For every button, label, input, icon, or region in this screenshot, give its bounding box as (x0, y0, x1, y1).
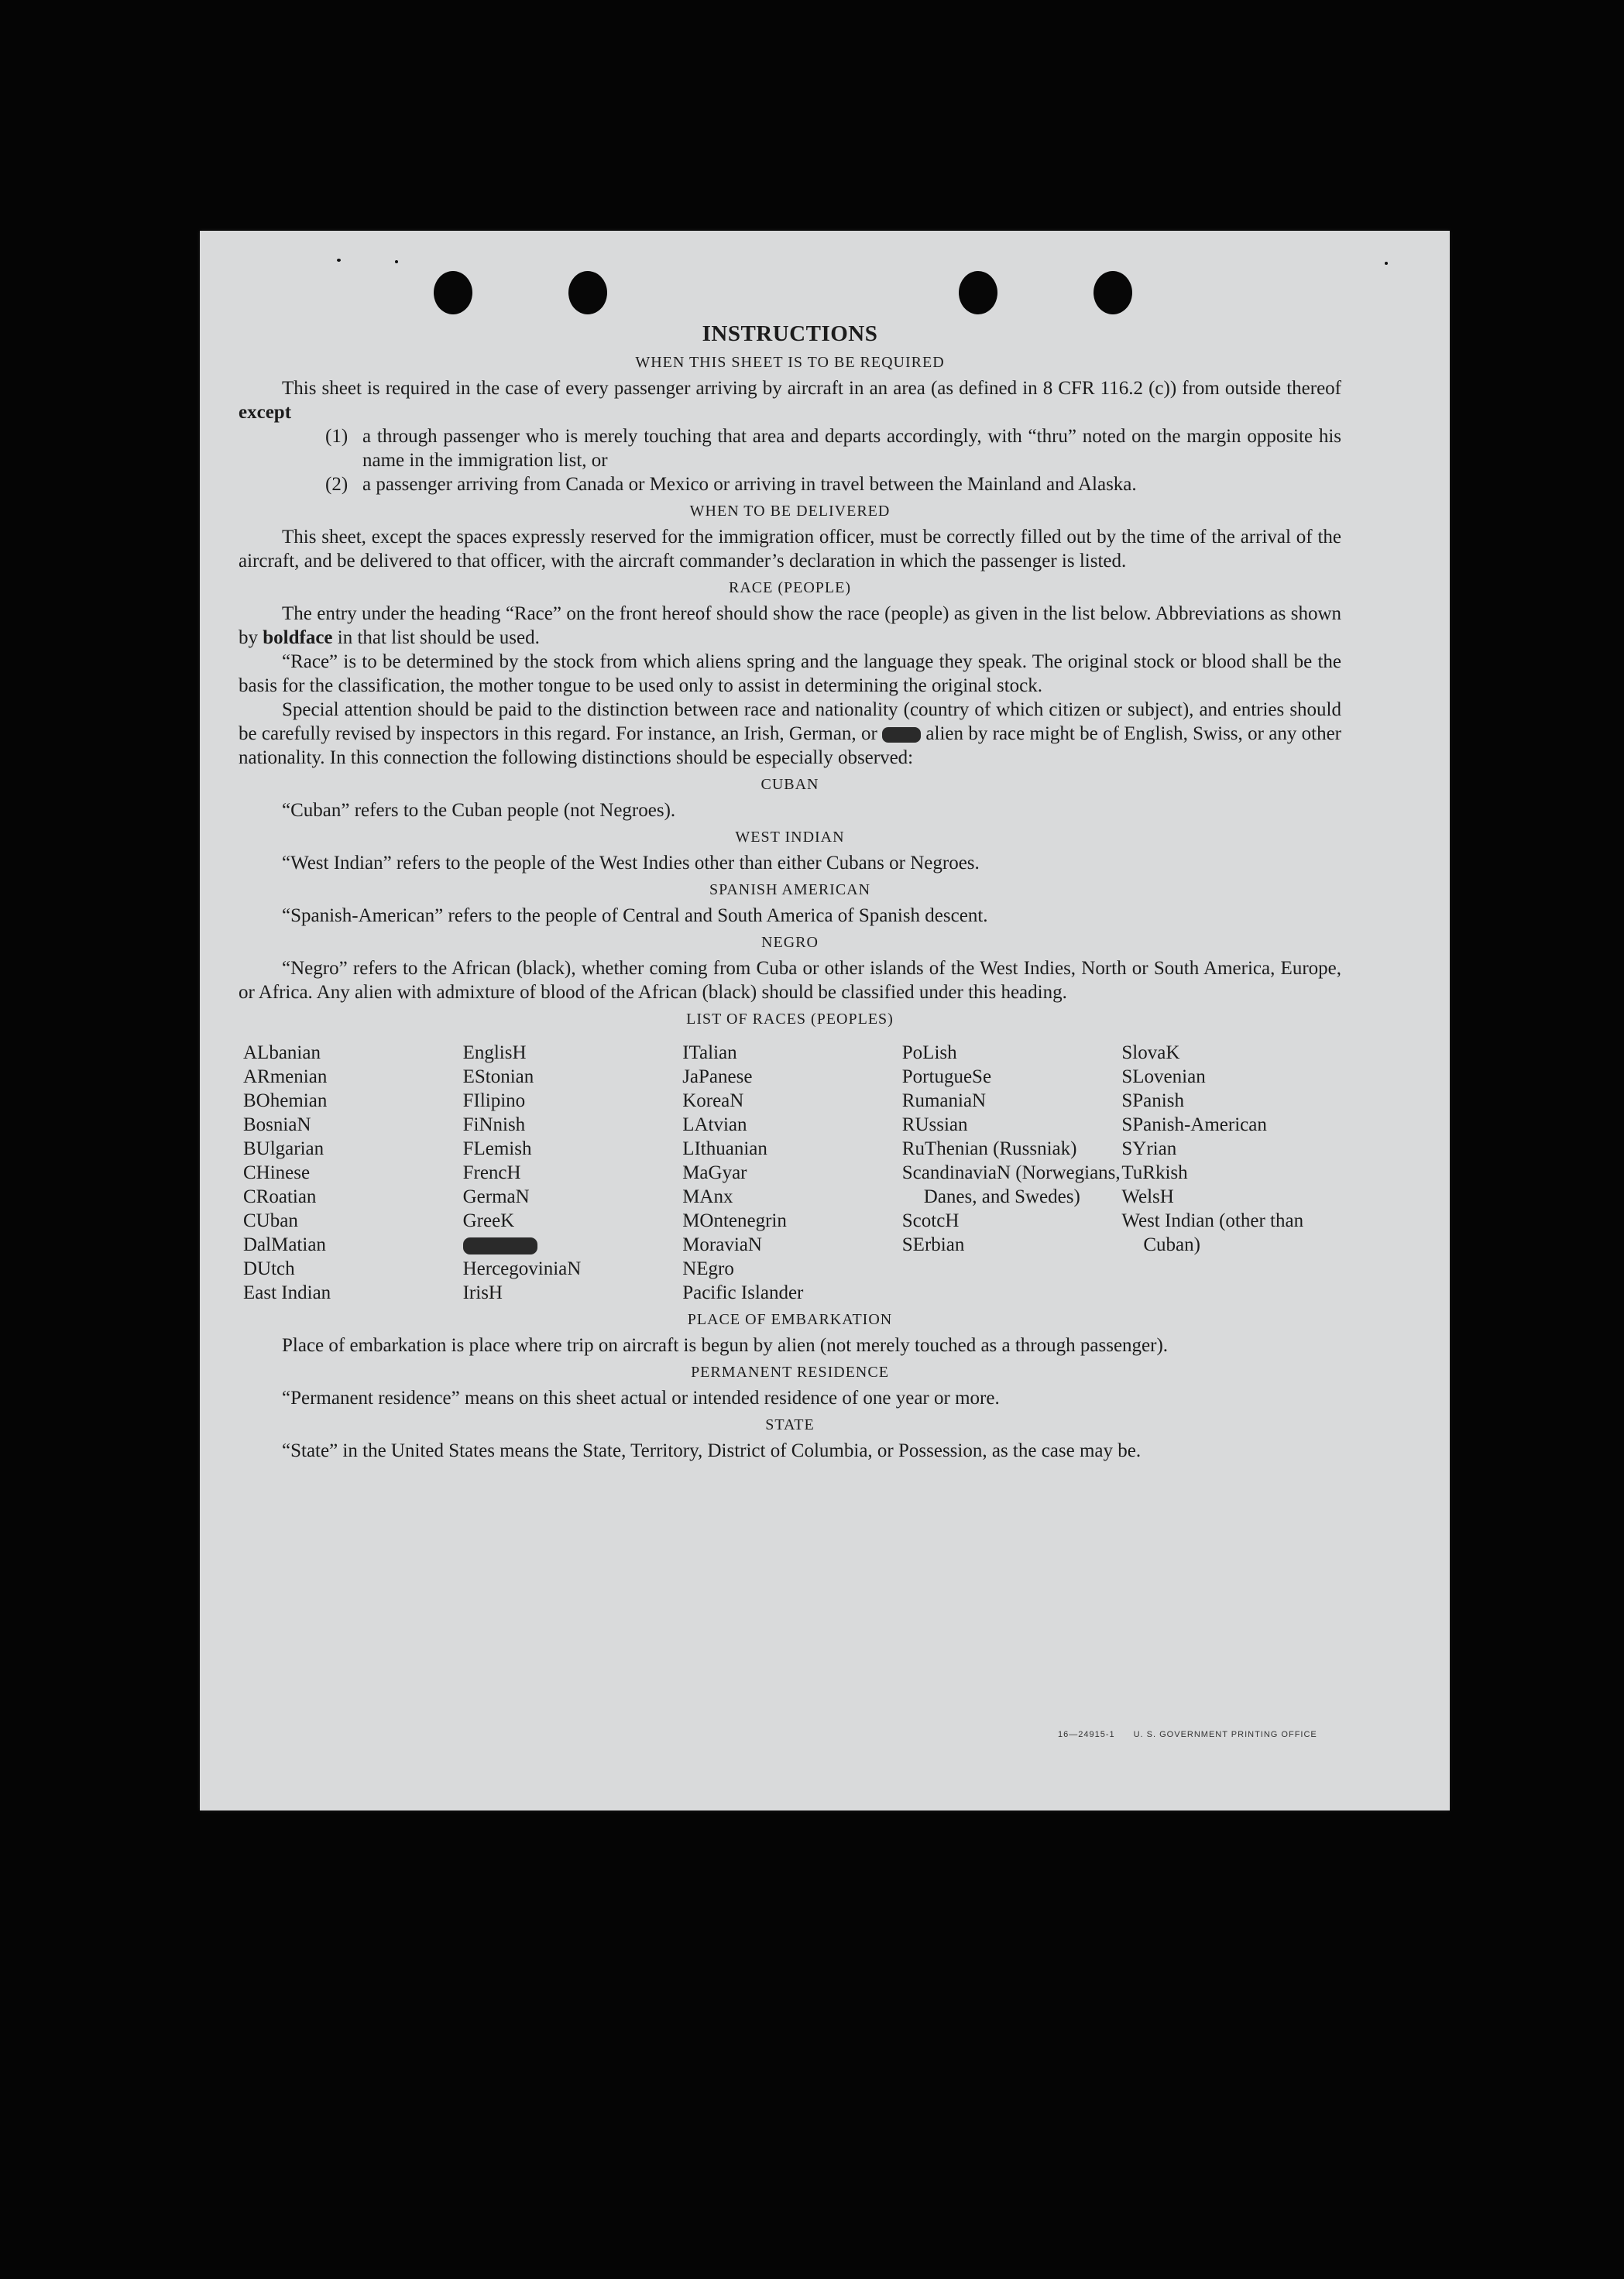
race-entry: MaGyar (682, 1162, 747, 1183)
race-entry: FIlipino (462, 1090, 526, 1111)
delivered-text: This sheet, except the spaces expressly reserved for the immigration officer, must be correctly filled out by the time of the arrival of the aircraft, and be delivered to that officer, with the aircraft commander’s declaration in which the passenger is listed. (239, 527, 1341, 571)
race-entry: ScandinaviaN (Norwegians, Danes, and Swedes) (901, 1162, 1121, 1207)
race-entry: TuRkish (1121, 1162, 1188, 1183)
paper-speck (1385, 262, 1388, 265)
race-entry: GermaN (462, 1186, 530, 1207)
cuban-text: “Cuban” refers to the Cuban people (not Negroes). (282, 800, 676, 821)
negro-text: “Negro” refers to the African (black), whether coming from Cuba or other islands of the West Indies, North or South America, Europe, or Africa. Any alien with admixture of blood of the African (black) should be classified under this heading. (239, 958, 1341, 1003)
punch-hole (568, 271, 607, 314)
race-entry: FiNnish (462, 1114, 526, 1135)
race-entry: ALbanian (243, 1042, 321, 1063)
race-column (902, 1041, 1122, 1305)
race-entry: EnglisH (462, 1042, 527, 1063)
race-list (243, 1041, 1341, 1305)
race-entry: RumaniaN (901, 1090, 987, 1111)
instruction-sheet (200, 231, 1450, 1811)
spanish-american-text: “Spanish-American” refers to the people of Central and South America of Spanish descent. (282, 905, 988, 926)
race-entry: BUlgarian (243, 1138, 324, 1159)
race-entry-redacted (463, 1233, 683, 1257)
paper-speck (395, 260, 398, 263)
race-entry: LAtvian (682, 1114, 747, 1135)
section-heading-spanish-american: SPANISH AMERICAN (709, 881, 871, 898)
race-entry: MoraviaN (682, 1234, 762, 1255)
section-heading-cuban: CUBAN (760, 776, 819, 793)
race-entry: WelsH (1121, 1186, 1174, 1207)
embarkation-text: Place of embarkation is place where trip on aircraft is begun by alien (not merely touched as a through passenger). (282, 1335, 1169, 1356)
race-entry: PoLish (901, 1042, 957, 1063)
redaction-mark (882, 727, 921, 743)
list-item: (1) a through passenger who is merely touching that area and departs accordingly, with “thru” noted on the margin opposite his name in the immigration list, or (325, 426, 1341, 471)
race-entry: SlovaK (1121, 1042, 1180, 1063)
race-entry: ITalian (682, 1042, 737, 1063)
section-heading-negro: NEGRO (761, 934, 819, 951)
punch-hole (1094, 271, 1132, 314)
race-column (243, 1041, 463, 1305)
race-entry: SPanish (1121, 1090, 1184, 1111)
race-entry: Pacific Islander (682, 1282, 804, 1303)
race-entry: HercegoviniaN (462, 1258, 582, 1279)
redaction-mark (463, 1237, 537, 1254)
section-heading-race-list: LIST OF RACES (PEOPLES) (686, 1011, 894, 1028)
race-entry: CRoatian (243, 1186, 317, 1207)
race-entry: KoreaN (682, 1090, 744, 1111)
race-entry: LIthuanian (682, 1138, 767, 1159)
race-entry: CUban (243, 1210, 298, 1231)
race-entry: ScotcH (901, 1210, 960, 1231)
section-heading-residence: PERMANENT RESIDENCE (691, 1364, 889, 1381)
race-entry: RuThenian (Russniak) (901, 1138, 1077, 1159)
race-entry: CHinese (243, 1162, 311, 1183)
race-entry: JaPanese (682, 1066, 753, 1087)
race-entry: GreeK (462, 1210, 515, 1231)
race-paragraph-2: “Race” is to be determined by the stock from which aliens spring and the language they speak. The original stock or blood shall be the basis for the classification, the mother tongue to be used only to assist in determining the original stock. (239, 651, 1341, 696)
race-entry: ARmenian (243, 1066, 328, 1087)
race-entry: East Indian (243, 1282, 331, 1303)
state-text: “State” in the United States means the State, Territory, District of Columbia, or Possession, as the case may be. (282, 1440, 1142, 1461)
required-intro: This sheet is required in the case of every passenger arriving by aircraft in an area (as defined in 8 CFR 116.2 (c)) from outside thereof except (239, 378, 1341, 423)
race-entry: PortugueSe (901, 1066, 992, 1087)
section-heading-embarkation: PLACE OF EMBARKATION (687, 1311, 893, 1328)
race-entry: West Indian (other than Cuban) (1121, 1210, 1304, 1255)
race-entry: NEgro (682, 1258, 734, 1279)
residence-text: “Permanent residence” means on this sheet actual or intended residence of one year or more. (282, 1388, 1000, 1409)
page-title: INSTRUCTIONS (702, 321, 878, 346)
form-number: 16—24915-1 (1058, 1730, 1115, 1739)
race-entry: EStonian (462, 1066, 534, 1087)
race-entry: SErbian (901, 1234, 965, 1255)
paper-speck (337, 259, 341, 262)
race-entry: SLovenian (1121, 1066, 1206, 1087)
section-heading-delivered: WHEN TO BE DELIVERED (689, 503, 891, 520)
instructions-body (239, 322, 1341, 1463)
race-entry: FLemish (462, 1138, 532, 1159)
race-column (682, 1041, 902, 1305)
section-heading-required: WHEN THIS SHEET IS TO BE REQUIRED (635, 354, 945, 371)
printer-credit: U. S. GOVERNMENT PRINTING OFFICE (1133, 1730, 1317, 1739)
race-entry: MAnx (682, 1186, 733, 1207)
race-entry: SYrian (1121, 1138, 1177, 1159)
race-paragraph-1: The entry under the heading “Race” on the front hereof should show the race (people) as given in the list below. Abbreviations as shown by boldface in that list should be used. (239, 603, 1341, 648)
race-entry: BOhemian (243, 1090, 328, 1111)
race-column (1121, 1041, 1341, 1305)
section-heading-state: STATE (765, 1416, 815, 1433)
punch-hole (959, 271, 997, 314)
punch-hole (434, 271, 472, 314)
race-entry: SPanish-American (1121, 1114, 1267, 1135)
section-heading-race: RACE (PEOPLE) (729, 579, 851, 596)
race-entry: RUssian (901, 1114, 968, 1135)
form-footer (1058, 1730, 1336, 1739)
list-item: (2) a passenger arriving from Canada or Mexico or arriving in travel between the Mainland and Alaska. (325, 474, 1137, 495)
race-entry: BosniaN (243, 1114, 311, 1135)
section-heading-west-indian: WEST INDIAN (735, 829, 845, 846)
race-paragraph-3: Special attention should be paid to the distinction between race and nationality (country of which citizen or subject), and entries should be carefully revised by inspectors in this regard. For instance, an Irish, German, or alien by race might be of English, Swiss, or any other nationality. In this connection the following distinctions should be especially observed: (239, 699, 1341, 768)
race-column (463, 1041, 683, 1305)
race-entry: DalMatian (243, 1234, 326, 1255)
race-entry: DUtch (243, 1258, 295, 1279)
west-indian-text: “West Indian” refers to the people of the West Indies other than either Cubans or Negroes. (282, 853, 980, 874)
race-entry: FrencH (462, 1162, 521, 1183)
race-entry: IrisH (462, 1282, 503, 1303)
race-entry: MOntenegrin (682, 1210, 787, 1231)
